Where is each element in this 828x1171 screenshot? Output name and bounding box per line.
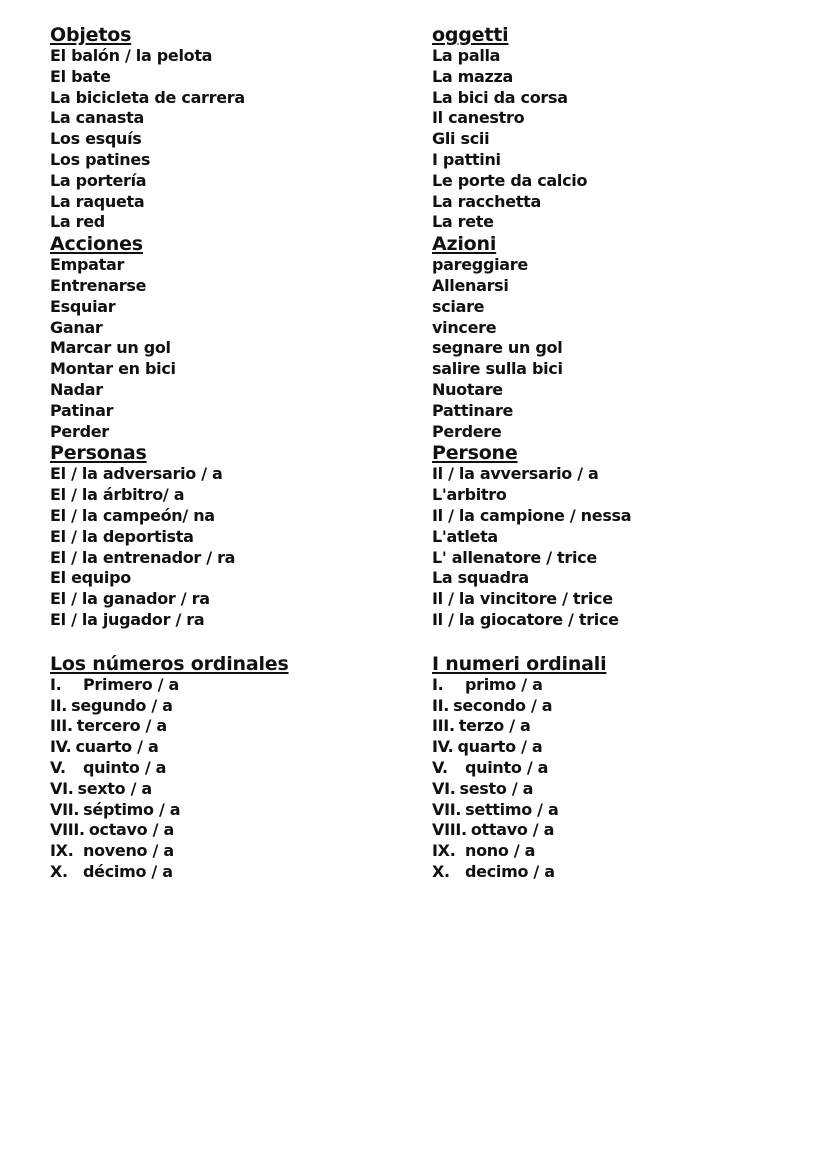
ordinal-word: sesto / a (459, 778, 534, 798)
list-item: Gli scii (432, 129, 490, 149)
ordinal-row (432, 696, 792, 717)
ordinal-word: secondo / a (453, 695, 553, 715)
list-item: El balón / la pelota (50, 46, 213, 65)
list-item: El / la árbitro/ a (50, 485, 185, 505)
ordinal-row (432, 779, 792, 800)
list-item: La mazza (432, 66, 514, 86)
list-item: Patinar (50, 400, 114, 420)
ordinal-numeral: IV. (432, 737, 454, 757)
list-item: La bici da corsa (432, 87, 568, 107)
ordinal-row (50, 800, 410, 821)
ordinal-numeral: I. (432, 674, 444, 694)
section-heading-objects: oggetti (432, 24, 509, 46)
ordinal-word: octavo / a (88, 820, 174, 840)
list-item: L'arbitro (432, 485, 507, 505)
list-item: La canasta (50, 108, 145, 128)
section-heading-people: Personas (50, 442, 147, 465)
ordinal-numeral: X. (432, 861, 450, 881)
list-item: pareggiare (432, 255, 528, 275)
ordinal-word: séptimo / a (83, 799, 181, 819)
actions-list (432, 255, 792, 442)
section-heading-people: Persone (432, 442, 518, 465)
ordinal-numeral: III. (432, 716, 455, 736)
ordinal-word: ottavo / a (470, 820, 555, 840)
list-item: La bicicleta de carrera (50, 87, 245, 107)
ordinal-word: decimo / a (465, 861, 555, 881)
people-list (50, 464, 410, 630)
spacer (50, 631, 410, 653)
list-item: La squadra (432, 568, 529, 588)
ordinal-numeral: VIII. (432, 820, 467, 840)
list-item: La palla (432, 46, 501, 65)
ordinal-row (432, 675, 792, 696)
list-item: Los patines (50, 149, 151, 169)
ordinal-row (50, 696, 410, 717)
list-item: L' allenatore / trice (432, 547, 597, 567)
list-item: El / la deportista (50, 526, 194, 546)
list-item: La red (50, 212, 105, 232)
list-item: Entrenarse (50, 275, 147, 295)
ordinal-row (50, 841, 410, 862)
ordinal-word: tercero / a (76, 716, 167, 736)
ordinal-word: quinto / a (83, 757, 167, 777)
list-item: segnare un gol (432, 338, 563, 358)
ordinal-numeral: II. (432, 695, 450, 715)
ordinal-row (50, 758, 410, 779)
list-item: L'atleta (432, 526, 498, 546)
ordinal-row (50, 820, 410, 841)
list-item: La raqueta (50, 191, 145, 211)
list-item: salire sulla bici (432, 359, 563, 379)
section-heading-actions: Azioni (432, 233, 497, 256)
section-heading-actions: Acciones (50, 233, 143, 256)
list-item: Il / la giocatore / trice (432, 609, 619, 629)
ordinal-word: Primero / a (83, 674, 179, 694)
section-heading-ordinals: I numeri ordinali (432, 652, 607, 675)
ordinal-numeral: V. (432, 757, 448, 777)
ordinal-row (432, 716, 792, 737)
ordinal-numeral: I. (50, 674, 62, 694)
list-item: Ganar (50, 317, 103, 337)
actions-list (50, 255, 410, 442)
list-item: vincere (432, 317, 497, 337)
list-item: Esquiar (50, 296, 116, 316)
ordinal-numeral: V. (50, 757, 66, 777)
list-item: Il / la avversario / a (432, 464, 599, 484)
ordinal-numeral: IX. (50, 841, 74, 861)
ordinal-word: sexto / a (77, 778, 152, 798)
objects-list (50, 46, 410, 233)
ordinal-numeral: VII. (432, 799, 462, 819)
spacer (432, 631, 792, 653)
list-item: Le porte da calcio (432, 170, 588, 190)
ordinal-row (432, 800, 792, 821)
ordinal-row (50, 862, 410, 883)
ordinal-numeral: III. (50, 716, 73, 736)
list-item: sciare (432, 296, 485, 316)
list-item: Allenarsi (432, 275, 509, 295)
list-item: El bate (50, 66, 111, 86)
ordinal-word: terzo / a (458, 716, 531, 736)
ordinals-list (432, 675, 792, 883)
ordinal-numeral: IV. (50, 737, 72, 757)
list-item: La racchetta (432, 191, 541, 211)
ordinal-word: décimo / a (83, 861, 173, 881)
ordinal-numeral: X. (50, 861, 68, 881)
list-item: Pattinare (432, 400, 514, 420)
ordinal-word: primo / a (465, 674, 543, 694)
list-item: Los esquís (50, 129, 142, 149)
list-item: Nadar (50, 379, 103, 399)
ordinal-row (432, 820, 792, 841)
ordinal-row (432, 862, 792, 883)
ordinal-word: quarto / a (457, 737, 543, 757)
spanish-column (50, 24, 410, 883)
list-item: Il canestro (432, 108, 525, 128)
ordinals-list (50, 675, 410, 883)
ordinal-word: settimo / a (465, 799, 559, 819)
list-item: Marcar un gol (50, 338, 171, 358)
list-item: La portería (50, 170, 147, 190)
ordinal-word: noveno / a (83, 841, 174, 861)
ordinal-word: segundo / a (71, 695, 173, 715)
people-list (432, 464, 792, 630)
section-heading-objects: Objetos (50, 24, 132, 46)
ordinal-numeral: II. (50, 695, 68, 715)
ordinal-numeral: VI. (50, 778, 74, 798)
ordinal-row (432, 758, 792, 779)
ordinal-word: quinto / a (465, 757, 549, 777)
ordinal-row (50, 779, 410, 800)
list-item: El / la campeón/ na (50, 505, 215, 525)
list-item: La rete (432, 212, 494, 232)
ordinal-numeral: VIII. (50, 820, 85, 840)
list-item: El equipo (50, 568, 131, 588)
ordinal-numeral: IX. (432, 841, 456, 861)
ordinal-numeral: VI. (432, 778, 456, 798)
list-item: Il / la campione / nessa (432, 505, 632, 525)
list-item: El / la adversario / a (50, 464, 223, 484)
list-item: Perdere (432, 421, 502, 441)
list-item: Perder (50, 421, 109, 441)
objects-list (432, 46, 792, 233)
list-item: Montar en bici (50, 359, 176, 379)
ordinal-row (50, 716, 410, 737)
list-item: Empatar (50, 255, 125, 275)
list-item: El / la ganador / ra (50, 589, 210, 609)
ordinal-row (432, 841, 792, 862)
list-item: I pattini (432, 149, 501, 169)
list-item: El / la entrenador / ra (50, 547, 236, 567)
list-item: Il / la vincitore / trice (432, 589, 613, 609)
list-item: Nuotare (432, 379, 503, 399)
italian-column (432, 24, 792, 883)
section-heading-ordinals: Los números ordinales (50, 652, 289, 675)
ordinal-row (50, 737, 410, 758)
ordinal-numeral: VII. (50, 799, 80, 819)
ordinal-row (432, 737, 792, 758)
list-item: El / la jugador / ra (50, 609, 205, 629)
ordinal-word: nono / a (465, 841, 536, 861)
ordinal-row (50, 675, 410, 696)
ordinal-word: cuarto / a (75, 737, 159, 757)
